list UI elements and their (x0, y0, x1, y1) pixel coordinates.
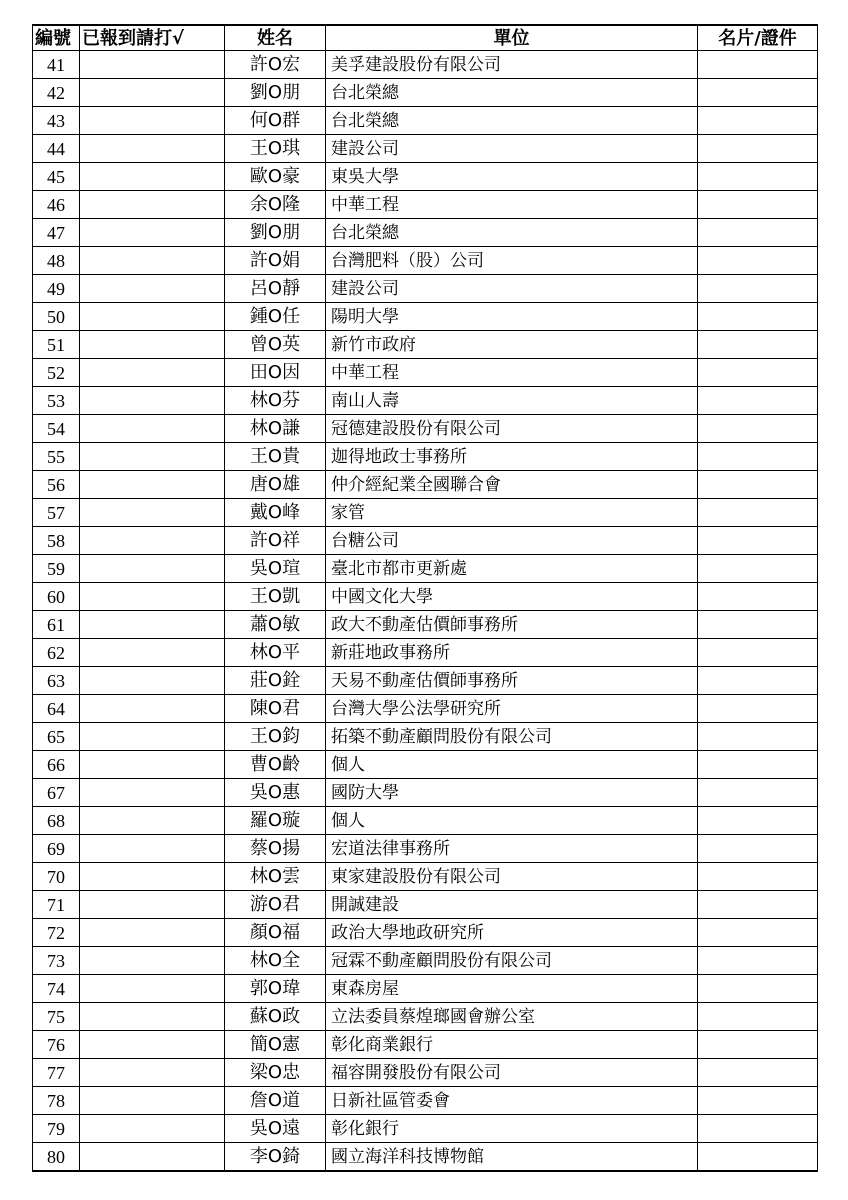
checkin-cell[interactable] (80, 135, 225, 163)
card-cell (698, 163, 818, 191)
table-row (33, 667, 818, 695)
row-number: 78 (33, 1087, 80, 1115)
attendee-name: 王O琪 (225, 135, 326, 163)
attendee-unit: 台灣肥料（股）公司 (326, 247, 698, 275)
checkin-cell[interactable] (80, 835, 225, 863)
checkin-cell[interactable] (80, 191, 225, 219)
card-cell (698, 247, 818, 275)
attendee-name: 歐O豪 (225, 163, 326, 191)
card-cell (698, 919, 818, 947)
header-card: 名片/證件 (698, 25, 818, 51)
table-row (33, 639, 818, 667)
attendee-unit: 新莊地政事務所 (326, 639, 698, 667)
table-row (33, 555, 818, 583)
attendee-name: 蘇O政 (225, 1003, 326, 1031)
row-number: 44 (33, 135, 80, 163)
attendee-name: 吳O瑄 (225, 555, 326, 583)
checkin-cell[interactable] (80, 723, 225, 751)
table-row (33, 387, 818, 415)
attendee-unit: 南山人壽 (326, 387, 698, 415)
row-number: 63 (33, 667, 80, 695)
checkin-cell[interactable] (80, 555, 225, 583)
attendee-sign-in-table (32, 24, 818, 1172)
table-row (33, 975, 818, 1003)
attendee-name: 王O貴 (225, 443, 326, 471)
table-row (33, 471, 818, 499)
checkin-cell[interactable] (80, 1115, 225, 1143)
checkin-cell[interactable] (80, 807, 225, 835)
row-number: 41 (33, 51, 80, 79)
attendee-name: 田O因 (225, 359, 326, 387)
checkin-cell[interactable] (80, 919, 225, 947)
attendee-name: 顏O福 (225, 919, 326, 947)
table-row (33, 583, 818, 611)
row-number: 61 (33, 611, 80, 639)
checkin-cell[interactable] (80, 359, 225, 387)
attendee-unit: 美孚建設股份有限公司 (326, 51, 698, 79)
row-number: 74 (33, 975, 80, 1003)
table-row (33, 107, 818, 135)
card-cell (698, 639, 818, 667)
checkin-cell[interactable] (80, 219, 225, 247)
row-number: 70 (33, 863, 80, 891)
row-number: 46 (33, 191, 80, 219)
card-cell (698, 443, 818, 471)
attendee-unit: 冠霖不動產顧問股份有限公司 (326, 947, 698, 975)
attendee-unit: 日新社區管委會 (326, 1087, 698, 1115)
table-row (33, 1003, 818, 1031)
card-cell (698, 611, 818, 639)
table-row (33, 835, 818, 863)
attendee-name: 王O凱 (225, 583, 326, 611)
attendee-unit: 仲介經紀業全國聯合會 (326, 471, 698, 499)
attendee-unit: 國防大學 (326, 779, 698, 807)
card-cell (698, 975, 818, 1003)
row-number: 65 (33, 723, 80, 751)
table-row (33, 443, 818, 471)
checkin-cell[interactable] (80, 471, 225, 499)
attendee-unit: 中華工程 (326, 359, 698, 387)
attendee-unit: 個人 (326, 807, 698, 835)
attendee-name: 戴O峰 (225, 499, 326, 527)
row-number: 58 (33, 527, 80, 555)
attendee-name: 羅O璇 (225, 807, 326, 835)
table-row (33, 135, 818, 163)
attendee-name: 許O祥 (225, 527, 326, 555)
attendee-unit: 拓築不動產顧問股份有限公司 (326, 723, 698, 751)
table-row (33, 163, 818, 191)
checkin-cell[interactable] (80, 583, 225, 611)
checkin-cell[interactable] (80, 499, 225, 527)
card-cell (698, 667, 818, 695)
attendee-name: 林O謙 (225, 415, 326, 443)
card-cell (698, 219, 818, 247)
card-cell (698, 1031, 818, 1059)
checkin-cell[interactable] (80, 751, 225, 779)
row-number: 60 (33, 583, 80, 611)
checkin-cell[interactable] (80, 891, 225, 919)
attendee-name: 林O平 (225, 639, 326, 667)
attendee-unit: 彰化商業銀行 (326, 1031, 698, 1059)
attendee-unit: 迦得地政士事務所 (326, 443, 698, 471)
row-number: 53 (33, 387, 80, 415)
attendee-unit: 開誠建設 (326, 891, 698, 919)
row-number: 62 (33, 639, 80, 667)
attendee-unit: 個人 (326, 751, 698, 779)
checkin-cell[interactable] (80, 247, 225, 275)
table-row (33, 527, 818, 555)
table-row (33, 247, 818, 275)
card-cell (698, 331, 818, 359)
table-row (33, 1059, 818, 1087)
attendee-name: 王O鈞 (225, 723, 326, 751)
row-number: 54 (33, 415, 80, 443)
checkin-cell[interactable] (80, 275, 225, 303)
row-number: 66 (33, 751, 80, 779)
checkin-cell[interactable] (80, 1087, 225, 1115)
card-cell (698, 863, 818, 891)
attendee-name: 曹O齡 (225, 751, 326, 779)
row-number: 59 (33, 555, 80, 583)
attendee-unit: 政大不動產估價師事務所 (326, 611, 698, 639)
attendee-unit: 東吳大學 (326, 163, 698, 191)
checkin-cell[interactable] (80, 695, 225, 723)
card-cell (698, 555, 818, 583)
attendee-name: 林O全 (225, 947, 326, 975)
attendee-unit: 建設公司 (326, 135, 698, 163)
attendee-name: 曾O英 (225, 331, 326, 359)
attendee-name: 劉O朋 (225, 79, 326, 107)
attendee-name: 許O娟 (225, 247, 326, 275)
attendee-unit: 彰化銀行 (326, 1115, 698, 1143)
card-cell (698, 135, 818, 163)
table-row (33, 723, 818, 751)
card-cell (698, 387, 818, 415)
row-number: 68 (33, 807, 80, 835)
table-row (33, 51, 818, 79)
table-row (33, 863, 818, 891)
row-number: 76 (33, 1031, 80, 1059)
card-cell (698, 807, 818, 835)
card-cell (698, 751, 818, 779)
table-row (33, 947, 818, 975)
attendee-unit: 冠德建設股份有限公司 (326, 415, 698, 443)
checkin-cell[interactable] (80, 387, 225, 415)
card-cell (698, 415, 818, 443)
table-row (33, 1031, 818, 1059)
attendee-unit: 家管 (326, 499, 698, 527)
card-cell (698, 1003, 818, 1031)
row-number: 56 (33, 471, 80, 499)
row-number: 73 (33, 947, 80, 975)
card-cell (698, 695, 818, 723)
row-number: 51 (33, 331, 80, 359)
attendee-unit: 台北榮總 (326, 219, 698, 247)
card-cell (698, 583, 818, 611)
table-row (33, 499, 818, 527)
card-cell (698, 499, 818, 527)
row-number: 47 (33, 219, 80, 247)
card-cell (698, 947, 818, 975)
checkin-cell[interactable] (80, 779, 225, 807)
row-number: 64 (33, 695, 80, 723)
table-row (33, 191, 818, 219)
attendee-name: 林O芬 (225, 387, 326, 415)
header-checked-in: 已報到請打√ (80, 25, 225, 51)
checkin-cell[interactable] (80, 527, 225, 555)
card-cell (698, 107, 818, 135)
checkin-cell[interactable] (80, 863, 225, 891)
checkin-cell[interactable] (80, 1059, 225, 1087)
attendee-unit: 福容開發股份有限公司 (326, 1059, 698, 1087)
attendee-name: 余O隆 (225, 191, 326, 219)
checkin-cell[interactable] (80, 331, 225, 359)
card-cell (698, 891, 818, 919)
attendee-unit: 台北榮總 (326, 79, 698, 107)
attendee-name: 許O宏 (225, 51, 326, 79)
attendee-name: 呂O靜 (225, 275, 326, 303)
attendee-name: 蕭O敏 (225, 611, 326, 639)
card-cell (698, 779, 818, 807)
card-cell (698, 51, 818, 79)
checkin-cell[interactable] (80, 1031, 225, 1059)
table-row (33, 1115, 818, 1143)
row-number: 45 (33, 163, 80, 191)
attendee-unit: 東森房屋 (326, 975, 698, 1003)
header-name: 姓名 (225, 25, 326, 51)
row-number: 79 (33, 1115, 80, 1143)
attendee-name: 劉O朋 (225, 219, 326, 247)
card-cell (698, 1143, 818, 1172)
row-number: 42 (33, 79, 80, 107)
attendee-unit: 中華工程 (326, 191, 698, 219)
table-row (33, 807, 818, 835)
card-cell (698, 723, 818, 751)
table-row (33, 751, 818, 779)
row-number: 69 (33, 835, 80, 863)
checkin-cell[interactable] (80, 443, 225, 471)
card-cell (698, 835, 818, 863)
row-number: 77 (33, 1059, 80, 1087)
checkin-cell[interactable] (80, 1003, 225, 1031)
header-unit: 單位 (326, 25, 698, 51)
row-number: 72 (33, 919, 80, 947)
attendee-unit: 陽明大學 (326, 303, 698, 331)
attendee-unit: 國立海洋科技博物館 (326, 1143, 698, 1172)
checkin-cell[interactable] (80, 163, 225, 191)
table-row (33, 219, 818, 247)
table-row (33, 611, 818, 639)
card-cell (698, 191, 818, 219)
checkin-cell[interactable] (80, 639, 225, 667)
checkin-cell[interactable] (80, 79, 225, 107)
attendee-name: 游O君 (225, 891, 326, 919)
attendee-unit: 台糖公司 (326, 527, 698, 555)
attendee-unit: 建設公司 (326, 275, 698, 303)
attendee-name: 蔡O揚 (225, 835, 326, 863)
attendee-name: 林O雲 (225, 863, 326, 891)
table-row (33, 415, 818, 443)
row-number: 50 (33, 303, 80, 331)
attendee-name: 唐O雄 (225, 471, 326, 499)
table-row (33, 331, 818, 359)
attendee-name: 簡O憲 (225, 1031, 326, 1059)
attendee-unit: 台灣大學公法學研究所 (326, 695, 698, 723)
attendee-unit: 台北榮總 (326, 107, 698, 135)
attendee-name: 何O群 (225, 107, 326, 135)
table-row (33, 779, 818, 807)
attendee-name: 吳O遠 (225, 1115, 326, 1143)
row-number: 43 (33, 107, 80, 135)
table-row (33, 275, 818, 303)
card-cell (698, 359, 818, 387)
table-row (33, 359, 818, 387)
table-row (33, 303, 818, 331)
attendee-unit: 中國文化大學 (326, 583, 698, 611)
attendee-name: 吳O惠 (225, 779, 326, 807)
checkin-cell[interactable] (80, 611, 225, 639)
attendee-name: 梁O忠 (225, 1059, 326, 1087)
row-number: 49 (33, 275, 80, 303)
checkin-cell[interactable] (80, 975, 225, 1003)
card-cell (698, 275, 818, 303)
row-number: 71 (33, 891, 80, 919)
row-number: 55 (33, 443, 80, 471)
checkin-cell[interactable] (80, 667, 225, 695)
row-number: 75 (33, 1003, 80, 1031)
checkin-cell[interactable] (80, 107, 225, 135)
table-row (33, 919, 818, 947)
attendee-unit: 宏道法律事務所 (326, 835, 698, 863)
card-cell (698, 1115, 818, 1143)
table-row (33, 1087, 818, 1115)
table-row (33, 695, 818, 723)
checkin-cell[interactable] (80, 947, 225, 975)
attendee-name: 李O錡 (225, 1143, 326, 1172)
attendee-unit: 立法委員蔡煌瑯國會辦公室 (326, 1003, 698, 1031)
table-row (33, 79, 818, 107)
row-number: 57 (33, 499, 80, 527)
card-cell (698, 79, 818, 107)
row-number: 52 (33, 359, 80, 387)
card-cell (698, 527, 818, 555)
attendee-name: 詹O道 (225, 1087, 326, 1115)
attendee-name: 陳O君 (225, 695, 326, 723)
card-cell (698, 303, 818, 331)
table-row (33, 891, 818, 919)
row-number: 67 (33, 779, 80, 807)
row-number: 48 (33, 247, 80, 275)
attendee-unit: 政治大學地政研究所 (326, 919, 698, 947)
attendee-unit: 東家建設股份有限公司 (326, 863, 698, 891)
card-cell (698, 471, 818, 499)
table-header-row (33, 25, 818, 51)
row-number: 80 (33, 1143, 80, 1172)
attendee-name: 鍾O任 (225, 303, 326, 331)
attendee-name: 郭O瑋 (225, 975, 326, 1003)
attendee-unit: 臺北市都市更新處 (326, 555, 698, 583)
table-row (33, 1143, 818, 1172)
header-number: 編號 (33, 25, 80, 51)
checkin-cell[interactable] (80, 415, 225, 443)
checkin-cell[interactable] (80, 51, 225, 79)
card-cell (698, 1087, 818, 1115)
attendee-unit: 新竹市政府 (326, 331, 698, 359)
card-cell (698, 1059, 818, 1087)
attendee-name: 莊O銓 (225, 667, 326, 695)
checkin-cell[interactable] (80, 1143, 225, 1172)
checkin-cell[interactable] (80, 303, 225, 331)
attendee-unit: 天易不動產估價師事務所 (326, 667, 698, 695)
